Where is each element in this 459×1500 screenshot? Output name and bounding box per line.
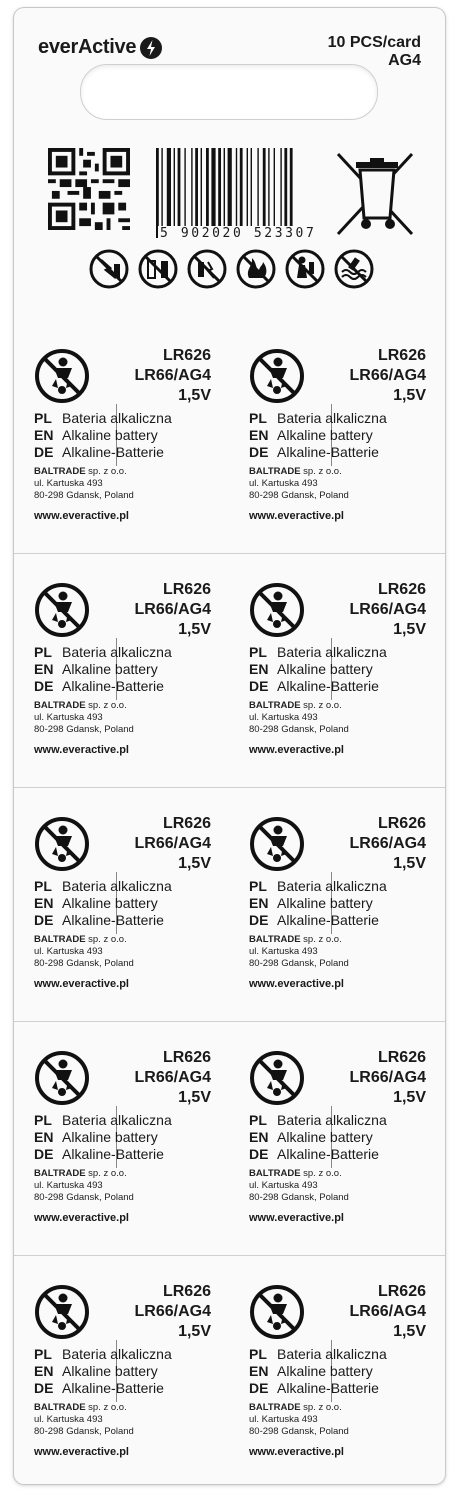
keep-away-from-children-icon	[249, 348, 305, 404]
battery-slot	[229, 1022, 444, 1255]
lang-code: PL	[249, 1112, 267, 1128]
lang-code: PL	[34, 1346, 52, 1362]
language-row	[249, 878, 387, 895]
manufacturer-address	[249, 1168, 349, 1204]
keep-away-from-children-icon	[34, 1050, 90, 1106]
lang-text: Alkaline-Batterie	[277, 444, 379, 460]
barcode-bar	[167, 148, 171, 226]
language-list	[34, 644, 172, 695]
company-name: BALTRADE	[249, 1402, 301, 1413]
language-list	[34, 878, 172, 929]
lang-code: DE	[249, 444, 269, 460]
language-row	[34, 427, 172, 444]
model-alt-code: LR66/AG4	[349, 601, 426, 618]
manufacturer-address	[34, 1402, 134, 1438]
lang-code: PL	[34, 644, 52, 660]
lang-text: Alkaline-Batterie	[62, 444, 164, 460]
company-name: BALTRADE	[249, 466, 301, 477]
lang-code: PL	[249, 1346, 267, 1362]
lang-text: Alkaline-Batterie	[277, 678, 379, 694]
language-row	[249, 427, 387, 444]
lang-text: Alkaline-Batterie	[277, 1146, 379, 1162]
battery-row	[14, 1255, 445, 1484]
voltage: 1,5V	[393, 621, 426, 638]
keep-from-children-icon	[284, 248, 326, 290]
company-name: BALTRADE	[249, 700, 301, 711]
model-block	[135, 1282, 211, 1342]
lang-text: Alkaline-Batterie	[62, 1380, 164, 1396]
manufacturer-address	[34, 934, 134, 970]
barcode-bar	[257, 148, 258, 226]
model-code: LR626	[377, 1049, 426, 1066]
language-row	[249, 912, 387, 929]
lang-text: Alkaline-Batterie	[62, 678, 164, 694]
model-alt-code: LR66/AG4	[134, 1069, 211, 1086]
barcode	[154, 148, 316, 238]
city: 80-298 Gdansk, Poland	[34, 490, 134, 501]
manufacturer-address	[34, 700, 134, 736]
street: ul. Kartuska 493	[249, 1180, 318, 1191]
language-row	[34, 1346, 172, 1363]
model-code: LR626	[162, 815, 211, 832]
lang-text: Bateria alkaliczna	[62, 410, 172, 426]
barcode-bar	[274, 148, 275, 226]
city: 80-298 Gdansk, Poland	[249, 490, 349, 501]
lang-text: Bateria alkaliczna	[277, 1112, 387, 1128]
model-alt-code: LR66/AG4	[134, 367, 211, 384]
model-block	[135, 580, 211, 640]
model-code: LR626	[162, 1283, 211, 1300]
lang-text: Bateria alkaliczna	[62, 1112, 172, 1128]
model-block	[135, 814, 211, 874]
language-row	[34, 644, 172, 661]
lang-text: Bateria alkaliczna	[62, 878, 172, 894]
lang-code: DE	[249, 678, 269, 694]
barcode-bar	[218, 148, 221, 226]
lang-code: DE	[34, 678, 54, 694]
barcode-bar	[290, 148, 293, 238]
barcode-bar	[195, 148, 198, 226]
battery-slot	[229, 788, 444, 1021]
warning-icons	[88, 248, 375, 290]
street: ul. Kartuska 493	[249, 1414, 318, 1425]
battery-row	[14, 320, 445, 553]
language-list	[249, 1346, 387, 1397]
language-list	[249, 878, 387, 929]
barcode-bar	[211, 148, 215, 226]
lang-code: EN	[34, 1129, 54, 1145]
website-link[interactable]: www.everactive.pl	[249, 510, 344, 522]
barcode-number: 5 902020 523307	[160, 226, 317, 241]
street: ul. Kartuska 493	[249, 478, 318, 489]
model-code: LR626	[162, 347, 211, 364]
model-block	[135, 346, 211, 406]
battery-grid	[14, 320, 445, 1484]
barcode-bar	[251, 148, 252, 226]
street: ul. Kartuska 493	[34, 1180, 103, 1191]
company-name: BALTRADE	[34, 934, 86, 945]
lang-code: DE	[249, 912, 269, 928]
no-fire-icon	[235, 248, 277, 290]
voltage: 1,5V	[178, 1323, 211, 1340]
voltage: 1,5V	[178, 621, 211, 638]
model-block	[350, 1048, 426, 1108]
no-water-icon	[333, 248, 375, 290]
manufacturer-address	[249, 934, 349, 970]
company-suffix: sp. z o.o.	[85, 1402, 127, 1413]
lang-text: Alkaline-Batterie	[62, 1146, 164, 1162]
brand-name: everActive	[38, 36, 137, 58]
battery-slot	[14, 554, 229, 787]
battery-slot	[14, 320, 229, 553]
battery-row	[14, 1021, 445, 1255]
language-list	[34, 410, 172, 461]
city: 80-298 Gdansk, Poland	[249, 1426, 349, 1437]
model-alt-code: LR66/AG4	[349, 1069, 426, 1086]
website-link[interactable]: www.everactive.pl	[34, 744, 129, 756]
barcode-bar	[268, 148, 269, 226]
voltage: 1,5V	[178, 855, 211, 872]
language-row	[249, 661, 387, 678]
website-link[interactable]: www.everactive.pl	[249, 744, 344, 756]
language-row	[249, 1129, 387, 1146]
keep-away-from-children-icon	[249, 816, 305, 872]
lightning-bolt-icon	[140, 37, 162, 59]
company-suffix: sp. z o.o.	[85, 934, 127, 945]
language-list	[34, 1346, 172, 1397]
barcode-bar	[201, 148, 202, 226]
manufacturer-address	[249, 700, 349, 736]
crossed-out-bin-icon	[330, 148, 420, 240]
lang-code: EN	[34, 895, 54, 911]
voltage: 1,5V	[393, 855, 426, 872]
battery-card	[14, 8, 445, 1484]
company-suffix: sp. z o.o.	[300, 1402, 342, 1413]
language-row	[249, 1146, 387, 1163]
keep-away-from-children-icon	[34, 1284, 90, 1340]
model-code: LR626	[377, 581, 426, 598]
battery-row	[14, 553, 445, 787]
language-row	[34, 410, 172, 427]
keep-away-from-children-icon	[249, 582, 305, 638]
brand-logo	[38, 36, 162, 59]
qr-code-icon	[48, 148, 130, 230]
company-name: BALTRADE	[34, 1168, 86, 1179]
lang-code: EN	[249, 661, 269, 677]
voltage: 1,5V	[178, 1089, 211, 1106]
lang-text: Alkaline battery	[62, 661, 158, 677]
lang-text: Alkaline battery	[277, 661, 373, 677]
model-block	[350, 1282, 426, 1342]
model-code: LR626	[377, 1283, 426, 1300]
lang-code: DE	[34, 1380, 54, 1396]
lang-code: DE	[249, 1380, 269, 1396]
city: 80-298 Gdansk, Poland	[249, 724, 349, 735]
voltage: 1,5V	[178, 387, 211, 404]
city: 80-298 Gdansk, Poland	[34, 724, 134, 735]
battery-slot	[14, 1256, 229, 1484]
website-link[interactable]: www.everactive.pl	[34, 1446, 129, 1458]
street: ul. Kartuska 493	[249, 712, 318, 723]
lang-code: PL	[249, 878, 267, 894]
language-row	[249, 678, 387, 695]
keep-away-from-children-icon	[249, 1284, 305, 1340]
lang-code: PL	[249, 644, 267, 660]
lang-code: EN	[34, 427, 54, 443]
language-row	[34, 444, 172, 461]
lang-code: DE	[249, 1146, 269, 1162]
company-suffix: sp. z o.o.	[300, 466, 342, 477]
lang-code: EN	[249, 895, 269, 911]
language-list	[249, 1112, 387, 1163]
company-suffix: sp. z o.o.	[300, 1168, 342, 1179]
language-row	[34, 1380, 172, 1397]
battery-slot	[229, 554, 444, 787]
pcs-per-card: 10 PCS/card	[327, 34, 421, 51]
battery-slot	[14, 788, 229, 1021]
manufacturer-address	[34, 466, 134, 502]
company-suffix: sp. z o.o.	[300, 700, 342, 711]
language-list	[249, 410, 387, 461]
barcode-bar	[236, 148, 237, 226]
model-alt-code: LR66/AG4	[349, 367, 426, 384]
lang-text: Bateria alkaliczna	[277, 410, 387, 426]
lang-code: EN	[34, 661, 54, 677]
company-name: BALTRADE	[34, 700, 86, 711]
model-alt-code: LR66/AG4	[134, 835, 211, 852]
lang-text: Alkaline battery	[62, 895, 158, 911]
city: 80-298 Gdansk, Poland	[249, 958, 349, 969]
model-block	[135, 1048, 211, 1108]
lang-text: Bateria alkaliczna	[277, 1346, 387, 1362]
model-block	[350, 580, 426, 640]
city: 80-298 Gdansk, Poland	[34, 958, 134, 969]
lang-text: Alkaline battery	[277, 1129, 373, 1145]
barcode-bar	[161, 148, 162, 238]
barcode-bar	[247, 148, 248, 226]
street: ul. Kartuska 493	[34, 478, 103, 489]
lang-code: DE	[34, 1146, 54, 1162]
company-name: BALTRADE	[249, 1168, 301, 1179]
lang-text: Bateria alkaliczna	[277, 644, 387, 660]
keep-away-from-children-icon	[34, 348, 90, 404]
model-alt-code: LR66/AG4	[134, 1303, 211, 1320]
barcode-bar	[174, 148, 175, 226]
lang-text: Alkaline battery	[62, 427, 158, 443]
model-code: LR626	[377, 815, 426, 832]
lang-text: Alkaline-Batterie	[277, 912, 379, 928]
language-row	[249, 444, 387, 461]
lang-code: EN	[249, 1363, 269, 1379]
no-recharge-icon	[88, 248, 130, 290]
battery-slot	[14, 1022, 229, 1255]
model-code: LR626	[377, 347, 426, 364]
model-block	[350, 346, 426, 406]
battery-row	[14, 787, 445, 1021]
lang-code: PL	[34, 1112, 52, 1128]
lang-code: EN	[249, 427, 269, 443]
language-row	[249, 1112, 387, 1129]
barcode-bar	[284, 148, 287, 226]
lang-code: PL	[34, 878, 52, 894]
city: 80-298 Gdansk, Poland	[34, 1192, 134, 1203]
barcode-bar	[178, 148, 181, 226]
lang-text: Bateria alkaliczna	[62, 644, 172, 660]
manufacturer-address	[34, 1168, 134, 1204]
street: ul. Kartuska 493	[34, 946, 103, 957]
lang-text: Alkaline-Batterie	[277, 1380, 379, 1396]
lang-code: PL	[34, 410, 52, 426]
model-block	[350, 814, 426, 874]
language-row	[249, 1380, 387, 1397]
language-row	[34, 1112, 172, 1129]
model-code: LR626	[162, 581, 211, 598]
keep-away-from-children-icon	[34, 816, 90, 872]
keep-away-from-children-icon	[34, 582, 90, 638]
battery-slot	[229, 320, 444, 553]
website-link[interactable]: www.everactive.pl	[249, 1446, 344, 1458]
barcode-bar	[206, 148, 209, 226]
hang-hole	[80, 64, 378, 120]
voltage: 1,5V	[393, 1089, 426, 1106]
company-name: BALTRADE	[34, 1402, 86, 1413]
language-row	[34, 1146, 172, 1163]
barcode-bar	[280, 148, 281, 226]
keep-away-from-children-icon	[249, 1050, 305, 1106]
model-alt-code: LR66/AG4	[349, 835, 426, 852]
language-row	[34, 895, 172, 912]
language-list	[249, 644, 387, 695]
language-row	[34, 661, 172, 678]
lang-text: Alkaline battery	[277, 427, 373, 443]
website-link[interactable]: www.everactive.pl	[249, 978, 344, 990]
language-row	[34, 912, 172, 929]
voltage: 1,5V	[393, 1323, 426, 1340]
lang-text: Alkaline-Batterie	[62, 912, 164, 928]
street: ul. Kartuska 493	[34, 712, 103, 723]
lang-code: DE	[34, 444, 54, 460]
company-name: BALTRADE	[249, 934, 301, 945]
barcode-bar	[228, 148, 232, 238]
manufacturer-address	[249, 466, 349, 502]
language-list	[34, 1112, 172, 1163]
lang-code: PL	[249, 410, 267, 426]
barcode-bar	[191, 148, 192, 226]
model-alt-code: LR66/AG4	[349, 1303, 426, 1320]
language-row	[34, 678, 172, 695]
barcode-bar	[224, 148, 225, 238]
model-code: LR626	[162, 1049, 211, 1066]
website-link[interactable]: www.everactive.pl	[34, 510, 129, 522]
company-suffix: sp. z o.o.	[85, 700, 127, 711]
lang-text: Alkaline battery	[62, 1363, 158, 1379]
battery-slot	[229, 1256, 444, 1484]
lang-text: Alkaline battery	[277, 1363, 373, 1379]
lang-code: DE	[34, 912, 54, 928]
city: 80-298 Gdansk, Poland	[249, 1192, 349, 1203]
language-row	[34, 1363, 172, 1380]
street: ul. Kartuska 493	[34, 1414, 103, 1425]
language-row	[34, 878, 172, 895]
street: ul. Kartuska 493	[249, 946, 318, 957]
lang-text: Bateria alkaliczna	[62, 1346, 172, 1362]
language-row	[249, 1346, 387, 1363]
website-link[interactable]: www.everactive.pl	[34, 1212, 129, 1224]
city: 80-298 Gdansk, Poland	[34, 1426, 134, 1437]
manufacturer-address	[249, 1402, 349, 1438]
website-link[interactable]: www.everactive.pl	[34, 978, 129, 990]
language-row	[34, 1129, 172, 1146]
company-suffix: sp. z o.o.	[85, 1168, 127, 1179]
barcode-bar	[156, 148, 159, 238]
lang-text: Alkaline battery	[277, 895, 373, 911]
lang-code: EN	[34, 1363, 54, 1379]
company-name: BALTRADE	[34, 466, 86, 477]
lang-text: Alkaline battery	[62, 1129, 158, 1145]
language-row	[249, 895, 387, 912]
barcode-bar	[184, 148, 185, 226]
barcode-bar	[263, 148, 266, 226]
language-row	[249, 644, 387, 661]
battery-type: AG4	[388, 52, 421, 69]
language-row	[249, 410, 387, 427]
lang-code: EN	[249, 1129, 269, 1145]
company-suffix: sp. z o.o.	[85, 466, 127, 477]
model-alt-code: LR66/AG4	[134, 601, 211, 618]
voltage: 1,5V	[393, 387, 426, 404]
barcode-bar	[240, 148, 243, 226]
company-suffix: sp. z o.o.	[300, 934, 342, 945]
lang-text: Bateria alkaliczna	[277, 878, 387, 894]
language-row	[249, 1363, 387, 1380]
website-link[interactable]: www.everactive.pl	[249, 1212, 344, 1224]
no-disassemble-icon	[137, 248, 179, 290]
no-short-circuit-icon	[186, 248, 228, 290]
